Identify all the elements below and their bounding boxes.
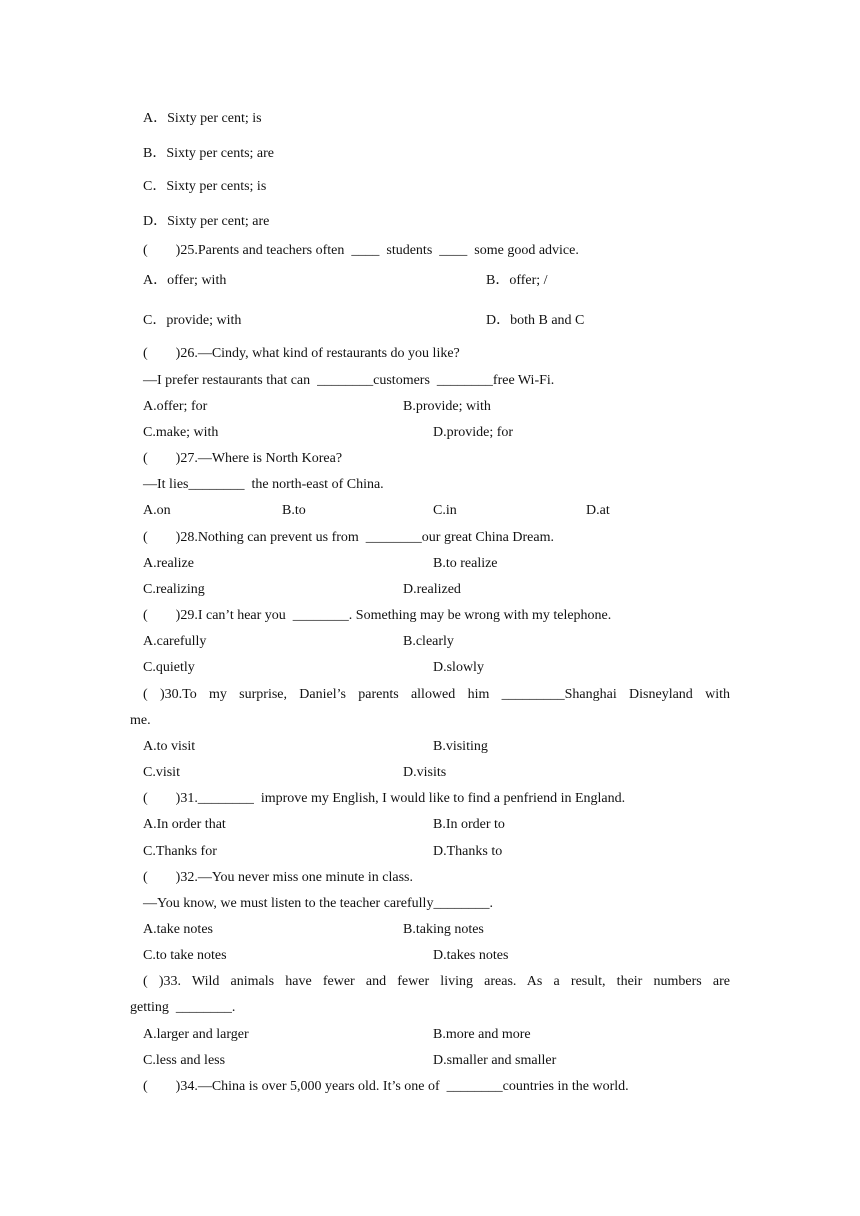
option-d-q30: D.visits [403, 765, 447, 780]
option-d-q29: D.slowly [433, 660, 484, 675]
option-b-q30: B.visiting [433, 739, 488, 754]
option-c-q25: C．provide; with [143, 313, 242, 328]
option-a-q30: A.to visit [143, 739, 196, 754]
question-27: ( )27.—Where is North Korea? [143, 451, 343, 466]
option-d-q32: D.takes notes [433, 948, 509, 963]
option-d-q31: D.Thanks to [433, 844, 503, 859]
question-26: ( )26.—Cindy, what kind of restaurants do you like? [143, 346, 460, 361]
option-c-q24: C．Sixty per cents; is [143, 179, 267, 194]
option-d-q26: D.provide; for [433, 425, 514, 440]
question-32-reply: —You know, we must listen to the teacher carefully________. [143, 896, 493, 911]
question-28: ( )28.Nothing can prevent us from ________our great China Dream. [143, 530, 554, 545]
option-d-q25: D．both B and C [486, 313, 585, 328]
question-30: ( )30.To my surprise, Daniel’s parents allowed him _________Shanghai Disneyland with [143, 687, 730, 702]
question-34: ( )34.—China is over 5,000 years old. It’s one of ________countries in the world. [143, 1079, 629, 1094]
option-c-q28: C.realizing [143, 582, 205, 597]
question-33: ( )33. Wild animals have fewer and fewer living areas. As a result, their numbers are [143, 974, 730, 989]
option-c-q29: C.quietly [143, 660, 195, 675]
option-c-q31: C.Thanks for [143, 844, 217, 859]
question-31: ( )31.________ improve my English, I would like to find a penfriend in England. [143, 791, 626, 806]
question-26-reply: —I prefer restaurants that can ________customers ________free Wi-Fi. [143, 373, 555, 388]
question-27-reply: —It lies________ the north-east of China. [143, 477, 384, 492]
option-b-q31: B.In order to [433, 817, 505, 832]
option-b-q28: B.to realize [433, 556, 498, 571]
option-b-q27: B.to [282, 503, 306, 518]
option-a-q33: A.larger and larger [143, 1027, 249, 1042]
option-c-q30: C.visit [143, 765, 180, 780]
option-a-q26: A.offer; for [143, 399, 208, 414]
option-d-q24: D．Sixty per cent; are [143, 214, 270, 229]
option-a-q27: A.on [143, 503, 171, 518]
option-c-q32: C.to take notes [143, 948, 227, 963]
question-32: ( )32.—You never miss one minute in class. [143, 870, 413, 885]
option-b-q26: B.provide; with [403, 399, 491, 414]
option-b-q29: B.clearly [403, 634, 454, 649]
option-a-q32: A.take notes [143, 922, 213, 937]
option-c-q27: C.in [433, 503, 457, 518]
option-b-q25: B．offer; / [486, 273, 548, 288]
option-b-q32: B.taking notes [403, 922, 484, 937]
option-a-q24: A．Sixty per cent; is [143, 111, 262, 126]
question-33-continuation: getting ________. [130, 1000, 236, 1015]
option-a-q29: A.carefully [143, 634, 207, 649]
option-a-q25: A．offer; with [143, 273, 227, 288]
option-b-q24: B．Sixty per cents; are [143, 146, 275, 161]
question-30-continuation: me. [130, 713, 151, 728]
option-b-q33: B.more and more [433, 1027, 531, 1042]
option-a-q28: A.realize [143, 556, 194, 571]
option-d-q28: D.realized [403, 582, 461, 597]
option-c-q33: C.less and less [143, 1053, 226, 1068]
option-d-q27: D.at [586, 503, 610, 518]
option-c-q26: C.make; with [143, 425, 219, 440]
option-d-q33: D.smaller and smaller [433, 1053, 557, 1068]
option-a-q31: A.In order that [143, 817, 226, 832]
question-25: ( )25.Parents and teachers often ____ students ____ some good advice. [143, 243, 579, 258]
question-29: ( )29.I can’t hear you ________. Something may be wrong with my telephone. [143, 608, 612, 623]
